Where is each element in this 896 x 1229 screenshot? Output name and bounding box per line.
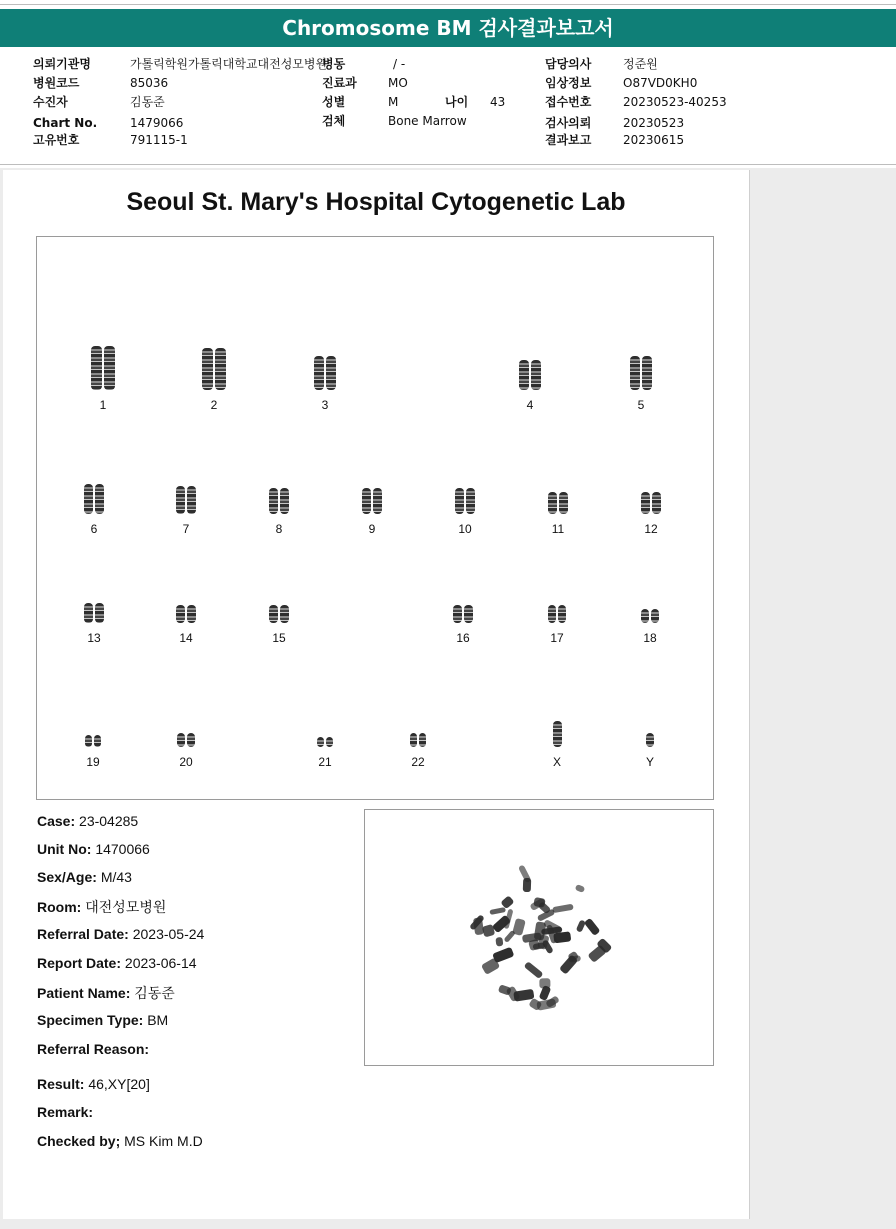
- chromosome-pair-6: [84, 484, 104, 514]
- chromosome-label: 8: [275, 522, 283, 536]
- chromosome: [326, 356, 336, 390]
- chromosome: [548, 605, 556, 623]
- chromosome-label: 5: [637, 398, 645, 412]
- info-label-specimen: 검체: [322, 114, 346, 128]
- chromosome: [104, 346, 115, 390]
- chromosome: [85, 735, 92, 747]
- chromosome-label: 9: [368, 522, 376, 536]
- chromosome: [410, 733, 417, 747]
- field-report-date: Report Date: 2023-06-14: [37, 955, 197, 971]
- divider: [0, 4, 896, 5]
- chromosome-label: 10: [458, 522, 472, 536]
- field-checked-by: Checked by; MS Kim M.D: [37, 1133, 203, 1149]
- field-case: Case: 23-04285: [37, 813, 139, 829]
- chromosome: [202, 348, 213, 390]
- chromosome-label: 11: [551, 522, 565, 536]
- info-value-specimen: Bone Marrow: [388, 114, 467, 128]
- chromosome: [314, 356, 324, 390]
- chromosome-label: 13: [87, 631, 101, 645]
- chromosome: [373, 488, 382, 514]
- chromosome: [326, 737, 333, 747]
- chromosome-pair-11: [548, 492, 568, 514]
- chromosome: [317, 737, 324, 747]
- chromosome-pair-16: [453, 605, 473, 623]
- info-value-chart-no: 1479066: [130, 116, 184, 130]
- info-label-patient: 수진자: [33, 95, 68, 109]
- field-sex-age: Sex/Age: M/43: [37, 869, 132, 885]
- chromosome: [95, 603, 104, 623]
- metaphase-chromosome: [518, 865, 531, 883]
- info-value-request-date: 20230523: [623, 116, 685, 130]
- report-title: Chromosome BM 검사결과보고서: [0, 9, 896, 47]
- chromosome-pair-19: [85, 735, 101, 747]
- chromosome-label: 14: [179, 631, 193, 645]
- chromosome: [362, 488, 371, 514]
- chromosome: [531, 360, 541, 390]
- info-label-sex: 성별: [322, 95, 346, 109]
- chromosome-pair-17: [548, 605, 566, 623]
- chromosome-label: 7: [182, 522, 190, 536]
- chromosome-pair-21: [317, 737, 333, 747]
- chromosome-label: 17: [550, 631, 564, 645]
- field-specimen-type: Specimen Type: BM: [37, 1012, 169, 1028]
- chromosome-pair-2: [202, 348, 226, 390]
- chromosome-label: 16: [456, 631, 470, 645]
- karyotype-image: [36, 236, 714, 800]
- field-unit-no: Unit No: 1470066: [37, 841, 150, 857]
- chromosome-label: 20: [179, 755, 193, 769]
- chromosome-label: 4: [526, 398, 534, 412]
- info-value-report-date: 20230615: [623, 133, 685, 147]
- info-label-unique-no: 고유번호: [33, 133, 80, 147]
- chromosome-pair-1: [91, 346, 115, 390]
- chromosome: [464, 605, 473, 623]
- info-label-department: 진료과: [322, 76, 357, 90]
- info-value-accession-no: 20230523-40253: [623, 95, 727, 109]
- chromosome: [280, 488, 289, 514]
- info-label-chart-no: Chart No.: [33, 116, 98, 130]
- lab-title: Seoul St. Mary's Hospital Cytogenetic Lab: [126, 188, 626, 216]
- info-value-age: 43: [490, 95, 506, 109]
- chromosome: [455, 488, 464, 514]
- chromosome: [269, 488, 278, 514]
- field-remark: Remark:: [37, 1104, 94, 1120]
- info-label-report-date: 결과보고: [545, 133, 592, 147]
- chromosome: [453, 605, 462, 623]
- info-label-institution: 의뢰기관명: [33, 57, 91, 71]
- chromosome: [215, 348, 226, 390]
- chromosome-pair-12: [641, 492, 661, 514]
- info-value-institution: 가톨릭학원가톨릭대학교대전성모병원: [130, 57, 328, 71]
- metaphase-chromosome: [480, 958, 499, 975]
- chromosome: [548, 492, 557, 514]
- chromosome: [95, 484, 104, 514]
- chromosome-pair-9: [362, 488, 382, 514]
- chromosome-pair-20: [177, 733, 195, 747]
- field-referral-date: Referral Date: 2023-05-24: [37, 926, 205, 942]
- field-room: Room: 대전성모병원: [37, 899, 167, 915]
- chromosome-label: 1: [99, 398, 107, 412]
- metaphase-chromosome: [553, 932, 571, 944]
- chromosome: [419, 733, 426, 747]
- chromosome: [177, 733, 185, 747]
- chromosome-label: 2: [210, 398, 218, 412]
- chromosome-pair-Y: [646, 733, 654, 747]
- chromosome-label: 6: [90, 522, 98, 536]
- chromosome: [94, 735, 101, 747]
- chromosome-pair-10: [455, 488, 475, 514]
- field-result: Result: 46,XY[20]: [37, 1076, 150, 1092]
- chromosome: [176, 605, 185, 623]
- chromosome-pair-15: [269, 605, 289, 623]
- chromosome: [91, 346, 102, 390]
- chromosome: [652, 492, 661, 514]
- chromosome: [641, 609, 649, 623]
- info-label-request-date: 검사의뢰: [545, 116, 592, 130]
- chromosome: [630, 356, 640, 390]
- chromosome-pair-4: [519, 360, 541, 390]
- metaphase-chromosome: [495, 937, 503, 947]
- chromosome-label: 3: [321, 398, 329, 412]
- chromosome: [642, 356, 652, 390]
- chromosome: [84, 603, 93, 623]
- metaphase-chromosome: [584, 917, 601, 936]
- info-label-hospital-code: 병원코드: [33, 76, 80, 90]
- info-label-doctor: 담당의사: [545, 57, 592, 71]
- info-value-hospital-code: 85036: [130, 76, 169, 90]
- info-value-sex: M: [388, 95, 399, 109]
- info-label-ward: 병동: [322, 57, 346, 71]
- chromosome-pair-13: [84, 603, 104, 623]
- chromosome-pair-14: [176, 605, 196, 623]
- chromosome-pair-8: [269, 488, 289, 514]
- chromosome-label: 19: [86, 755, 100, 769]
- chromosome: [553, 721, 562, 747]
- info-label-accession-no: 접수번호: [545, 95, 592, 109]
- chromosome-label: 15: [272, 631, 286, 645]
- chromosome-pair-7: [176, 486, 196, 514]
- info-label-clinical-info: 임상정보: [545, 76, 592, 90]
- metaphase-chromosome: [523, 961, 543, 979]
- info-value-ward: / -: [393, 57, 406, 71]
- chromosome-pair-18: [641, 609, 659, 623]
- metaphase-chromosome: [512, 918, 526, 936]
- chromosome: [280, 605, 289, 623]
- chromosome-pair-X: [553, 721, 562, 747]
- field-referral-reason: Referral Reason:: [37, 1041, 150, 1057]
- chromosome: [187, 605, 196, 623]
- chromosome: [519, 360, 529, 390]
- metaphase-image: [364, 809, 714, 1066]
- chromosome: [187, 486, 196, 514]
- info-value-patient: 김동준: [130, 95, 165, 109]
- chromosome-label: 21: [318, 755, 332, 769]
- chromosome-label: Y: [645, 755, 654, 769]
- chromosome: [641, 492, 650, 514]
- divider: [0, 164, 896, 165]
- info-value-doctor: 정준원: [623, 57, 658, 71]
- chromosome: [559, 492, 568, 514]
- info-value-clinical-info: O87VD0KH0: [623, 76, 698, 90]
- metaphase-chromosome: [574, 884, 585, 893]
- chromosome-pair-22: [410, 733, 426, 747]
- chromosome: [84, 484, 93, 514]
- chromosome-pair-3: [314, 356, 336, 390]
- chromosome: [187, 733, 195, 747]
- chromosome: [176, 486, 185, 514]
- chromosome: [269, 605, 278, 623]
- chromosome-pair-5: [630, 356, 652, 390]
- chromosome-label: 12: [644, 522, 658, 536]
- chromosome-label: 18: [643, 631, 657, 645]
- chromosome-label: 22: [411, 755, 425, 769]
- info-value-department: MO: [388, 76, 408, 90]
- info-label-age: 나이: [445, 95, 469, 109]
- chromosome: [466, 488, 475, 514]
- metaphase-chromosome: [558, 955, 577, 976]
- chromosome: [651, 609, 659, 623]
- metaphase-chromosome: [576, 920, 586, 933]
- metaphase-chromosome: [489, 907, 506, 915]
- field-patient-name: Patient Name: 김동준: [37, 985, 175, 1001]
- chromosome-label: X: [552, 755, 561, 769]
- metaphase-chromosome: [553, 903, 575, 913]
- chromosome: [558, 605, 566, 623]
- info-value-unique-no: 791115-1: [130, 133, 188, 147]
- chromosome: [646, 733, 654, 747]
